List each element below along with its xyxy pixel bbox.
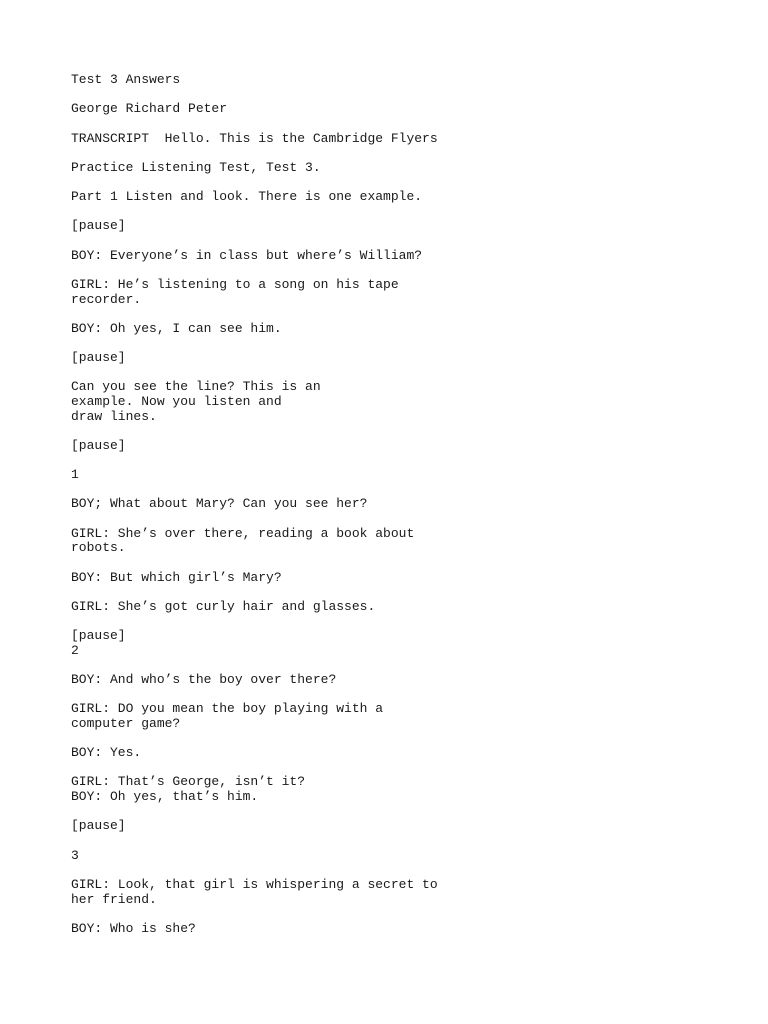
dialogue-line: GIRL: She’s got curly hair and glasses.	[71, 598, 376, 614]
dialogue-line: GIRL: That’s George, isn’t it? BOY: Oh yes, that’s him.	[71, 774, 306, 805]
dialogue-line: BOY: Everyone’s in class but where’s William?	[71, 247, 423, 263]
pause-marker: [pause]	[71, 818, 126, 834]
pause-marker: [pause]	[71, 437, 126, 453]
instruction-text: Can you see the line? This is an example. Now you listen and draw lines.	[71, 379, 321, 424]
transcript-intro: TRANSCRIPT Hello. This is the Cambridge Flyers	[71, 130, 438, 146]
dialogue-line: BOY: But which girl’s Mary?	[71, 569, 282, 585]
question-number: 1	[71, 467, 79, 483]
pause-and-question-number: [pause] 2	[71, 628, 126, 658]
document-page	[71, 73, 711, 936]
dialogue-line: BOY: And who’s the boy over there?	[71, 672, 337, 688]
answer-names: George Richard Peter	[71, 101, 228, 117]
document-title: Test 3 Answers	[71, 72, 181, 87]
dialogue-line: BOY; What about Mary? Can you see her?	[71, 496, 368, 512]
dialogue-line: BOY: Yes.	[71, 745, 142, 761]
dialogue-line: GIRL: She’s over there, reading a book about robots.	[71, 525, 415, 556]
dialogue-line: GIRL: DO you mean the boy playing with a computer game?	[71, 701, 384, 731]
dialogue-line: GIRL: He’s listening to a song on his tape recorder.	[71, 276, 399, 307]
pause-marker: [pause]	[71, 350, 126, 366]
dialogue-line: BOY: Oh yes, I can see him.	[71, 320, 282, 336]
section-heading: Part 1 Listen and look. There is one example.	[71, 189, 423, 205]
question-number: 3	[71, 847, 79, 863]
transcript-line: Practice Listening Test, Test 3.	[71, 159, 321, 175]
dialogue-line: GIRL: Look, that girl is whispering a secret to her friend.	[71, 876, 438, 907]
pause-marker: [pause]	[71, 218, 126, 234]
dialogue-line: BOY: Who is she?	[71, 920, 196, 936]
